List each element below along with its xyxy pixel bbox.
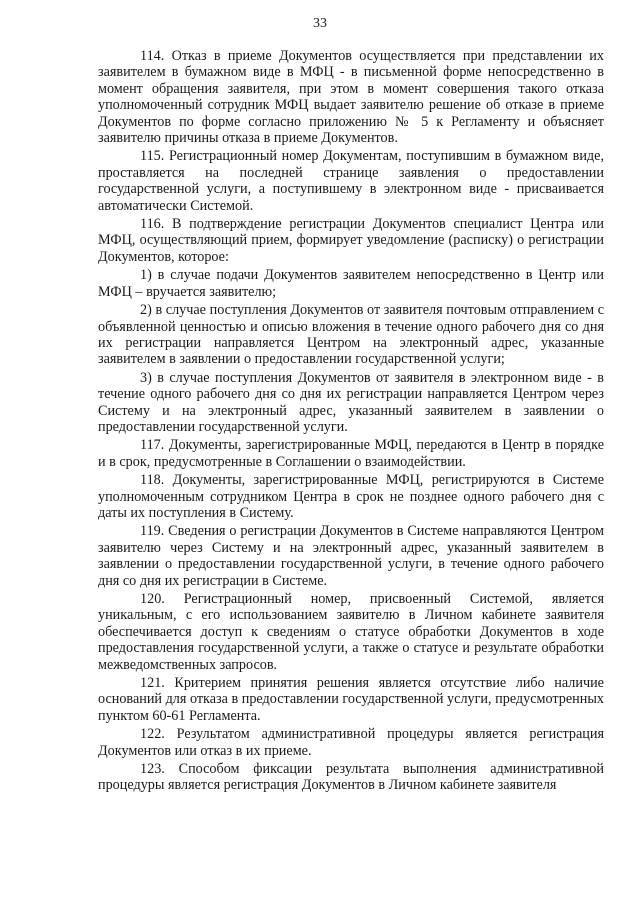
page-number: 33 [313, 16, 327, 31]
paragraph-114: 114. Отказ в приеме Документов осуществляется при представлении их заявителем в бумажном виде в МФЦ - в письменной форме непосредственно в момент обращения заявителя, при этом в момент совершения такого отказа уполномоченный сотрудник МФЦ выдает заявителю решение об отказе в приеме Документов по форме согласно приложению № 5 к Регламенту и объясняет заявителю причины отказа в приеме Документов. [98, 48, 604, 147]
paragraph-116-item-3: 3) в случае поступления Документов от заявителя в электронном виде - в течение одного рабочего дня со дня их регистрации направляется Центром через Систему и на электронный адрес, указанный заявителем в заявлении о предоставлении государственной услуги. [98, 369, 604, 435]
paragraph-116: 116. В подтверждение регистрации Документов специалист Центра или МФЦ, осуществляющий прием, формирует уведомление (расписку) о регистрации Документов, которое: [98, 216, 604, 265]
paragraph-116-item-2: 2) в случае поступления Документов от заявителя почтовым отправлением с объявленной ценностью и описью вложения в течение одного рабочего дня со дня их регистрации направляется Центром на электронный адрес, указанные заявителем в заявлении о предоставлении государственной услуги; [98, 302, 604, 368]
paragraph-115: 115. Регистрационный номер Документам, поступившим в бумажном виде, проставляется на последней странице заявления о предоставлении государственной услуги, а поступившему в электронном виде - присваивается автоматически Системой. [98, 148, 604, 214]
paragraph-123: 123. Способом фиксации результата выполнения административной процедуры является регистрация Документов в Личном кабинете заявителя [98, 761, 604, 794]
paragraph-122: 122. Результатом административной процедуры является регистрация Документов или отказ в их приеме. [98, 726, 604, 759]
paragraph-117: 117. Документы, зарегистрированные МФЦ, передаются в Центр в порядке и в срок, предусмотренные в Соглашении о взаимодействии. [98, 437, 604, 470]
paragraph-119: 119. Сведения о регистрации Документов в Системе направляются Центром заявителю через Систему и на электронный адрес, указанный заявителем в заявлении о предоставлении государственной услуги, в течение одного рабочего дня со дня их регистрации в Системе. [98, 523, 604, 589]
paragraph-116-item-1: 1) в случае подачи Документов заявителем непосредственно в Центр или МФЦ – вручается заявителю; [98, 267, 604, 300]
paragraph-118: 118. Документы, зарегистрированные МФЦ, регистрируются в Системе уполномоченным сотрудником Центра в срок не позднее одного рабочего дня с даты их поступления в Систему. [98, 472, 604, 521]
paragraph-120: 120. Регистрационный номер, присвоенный Системой, является уникальным, с его использованием заявителю в Личном кабинете заявителя обеспечивается доступ к сведениям о статусе обработки Документов в ходе предоставления государственной услуги, а также о статусе и результате обработки межведомственных запросов. [98, 591, 604, 673]
document-body [98, 48, 604, 796]
paragraph-121: 121. Критерием принятия решения является отсутствие либо наличие оснований для отказа в предоставлении государственной услуги, предусмотренных пунктом 60-61 Регламента. [98, 675, 604, 724]
